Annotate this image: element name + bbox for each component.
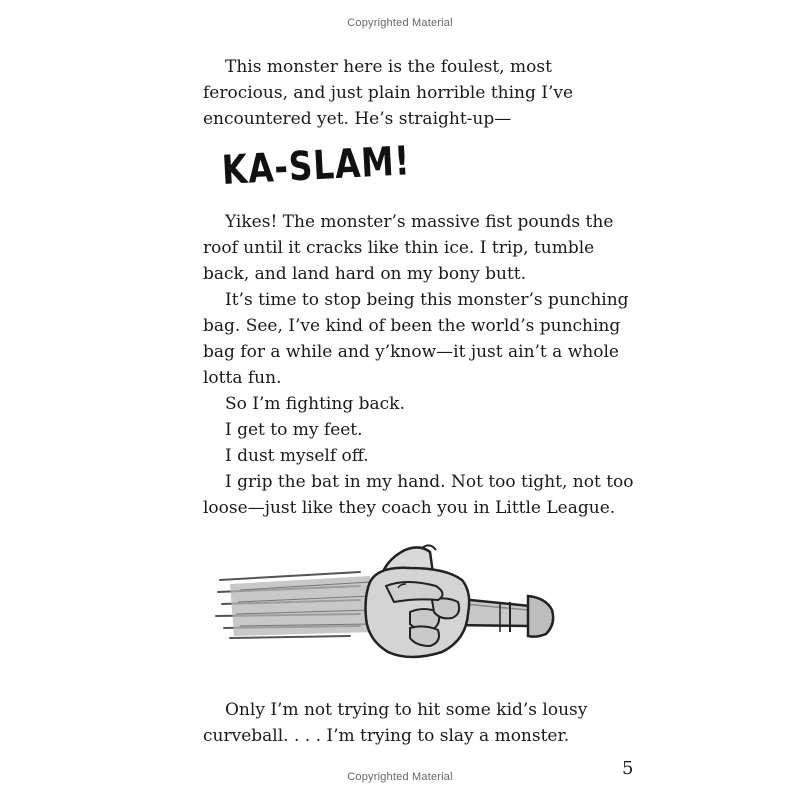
text-block-1 [203, 54, 603, 132]
text-line: I dust myself off. [225, 446, 369, 466]
text-line: bag. See, I’ve kind of been the world’s punching [203, 316, 621, 336]
text-line: Only I’m not trying to hit some kid’s lousy [225, 700, 588, 720]
text-line: roof until it cracks like thin ice. I trip, tumble [203, 238, 595, 258]
text-line: loose—just like they coach you in Little League. [203, 498, 616, 518]
text-line: ferocious, and just plain horrible thing I’ve [203, 83, 574, 103]
text-line: bag for a while and y’know—it just ain’t a whole [203, 342, 619, 362]
text-line: I get to my feet. [225, 420, 363, 440]
header-copyright: Copyrighted Material [347, 17, 453, 29]
text-block-2 [203, 209, 634, 521]
text-line: curveball. . . . I’m trying to slay a monster. [203, 726, 570, 746]
text-line: Yikes! The monster’s massive fist pounds the [225, 212, 614, 232]
footer-copyright: Copyrighted Material [347, 771, 453, 783]
text-block-3 [203, 697, 603, 749]
text-line: encountered yet. He’s straight-up— [203, 109, 512, 129]
sound-effect-text: KA-SLAM! [220, 138, 412, 194]
text-line: back, and land hard on my bony butt. [203, 264, 527, 284]
text-line: It’s time to stop being this monster’s punching [225, 290, 629, 310]
text-line: I grip the bat in my hand. Not too tight, not too [225, 472, 634, 492]
hand-gripping-bat-icon [210, 540, 570, 670]
text-line: lotta fun. [203, 368, 282, 388]
page-number: 5 [622, 758, 634, 779]
text-line: This monster here is the foulest, most [225, 57, 552, 77]
text-line: So I’m fighting back. [225, 394, 405, 414]
